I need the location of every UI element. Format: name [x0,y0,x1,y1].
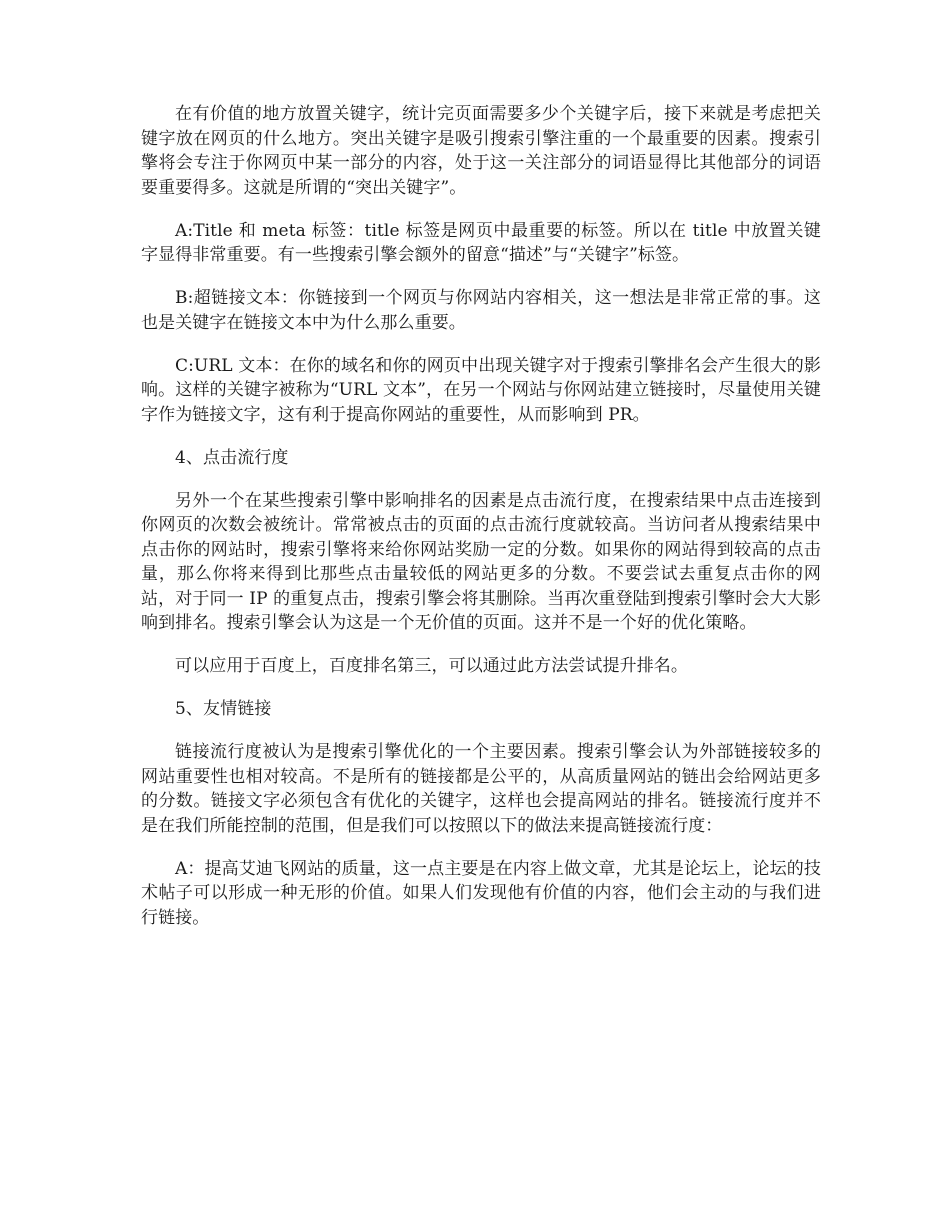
paragraph-title-meta: A:Title 和 meta 标签：title 标签是网页中最重要的标签。所以在 title 中放置关键字显得非常重要。有一些搜索引擎会额外的留意“描述”与“关键字”标签。 [141,220,821,265]
document-body [141,102,821,949]
paragraph-link-popularity: 链接流行度被认为是搜索引擎优化的一个主要因素。搜索引擎会认为外部链接较多的网站重要性也相对较高。不是所有的链接都是公平的，从高质量网站的链出会给网站更多的分数。链接文字必须包含有优化的关键字，这样也会提高网站的排名。链接流行度并不是在我们所能控制的范围，但是我们可以按照以下的做法来提高链接流行度： [141,742,821,836]
paragraph-baidu-note: 可以应用于百度上，百度排名第三，可以通过此方法尝试提升排名。 [175,656,688,676]
paragraph-hyperlink-text: B:超链接文本：你链接到一个网页与你网站内容相关，这一想法是非常正常的事。这也是关键字在链接文本中为什么那么重要。 [141,288,821,333]
paragraph-url-text: C:URL 文本：在你的域名和你的网页中出现关键字对于搜索引擎排名会产生很大的影响。这样的关键字被称为“URL 文本”，在另一个网站与你网站建立链接时，尽量使用关键字作为链接文字，这有利于提高你网站的重要性，从而影响到 PR。 [141,355,821,425]
paragraph-click-popularity: 另外一个在某些搜索引擎中影响排名的因素是点击流行度，在搜索结果中点击连接到你网页的次数会被统计。常常被点击的页面的点击流行度就较高。当访问者从搜索结果中点击你的网站时，搜索引擎将来给你网站奖励一定的分数。如果你的网站得到较高的点击量，那么你将来得到比那些点击量较低的网站更多的分数。不要尝试去重复点击你的网站，对于同一 IP 的重复点击，搜索引擎会将其删除。当再次重登陆到搜索引擎时会大大影响到排名。搜索引擎会认为这是一个无价值的页面。这并不是一个好的优化策略。 [141,490,821,633]
section-heading-click-popularity: 4、点击流行度 [175,447,289,468]
section-heading-friend-links: 5、友情链接 [175,699,272,719]
paragraph-keyword-placement: 在有价值的地方放置关键字，统计完页面需要多少个关键字后，接下来就是考虑把关键字放在网页的什么地方。突出关键字是吸引搜索引擎注重的一个最重要的因素。搜索引擎将会专注于你网页中某一部分的内容，处于这一关注部分的词语显得比其他部分的词语要重要得多。这就是所谓的“突出关键字”。 [141,104,821,198]
paragraph-site-quality: A：提高艾迪飞网站的质量，这一点主要是在内容上做文章，尤其是论坛上，论坛的技术帖子可以形成一种无形的价值。如果人们发现他有价值的内容，他们会主动的与我们进行链接。 [141,858,821,928]
